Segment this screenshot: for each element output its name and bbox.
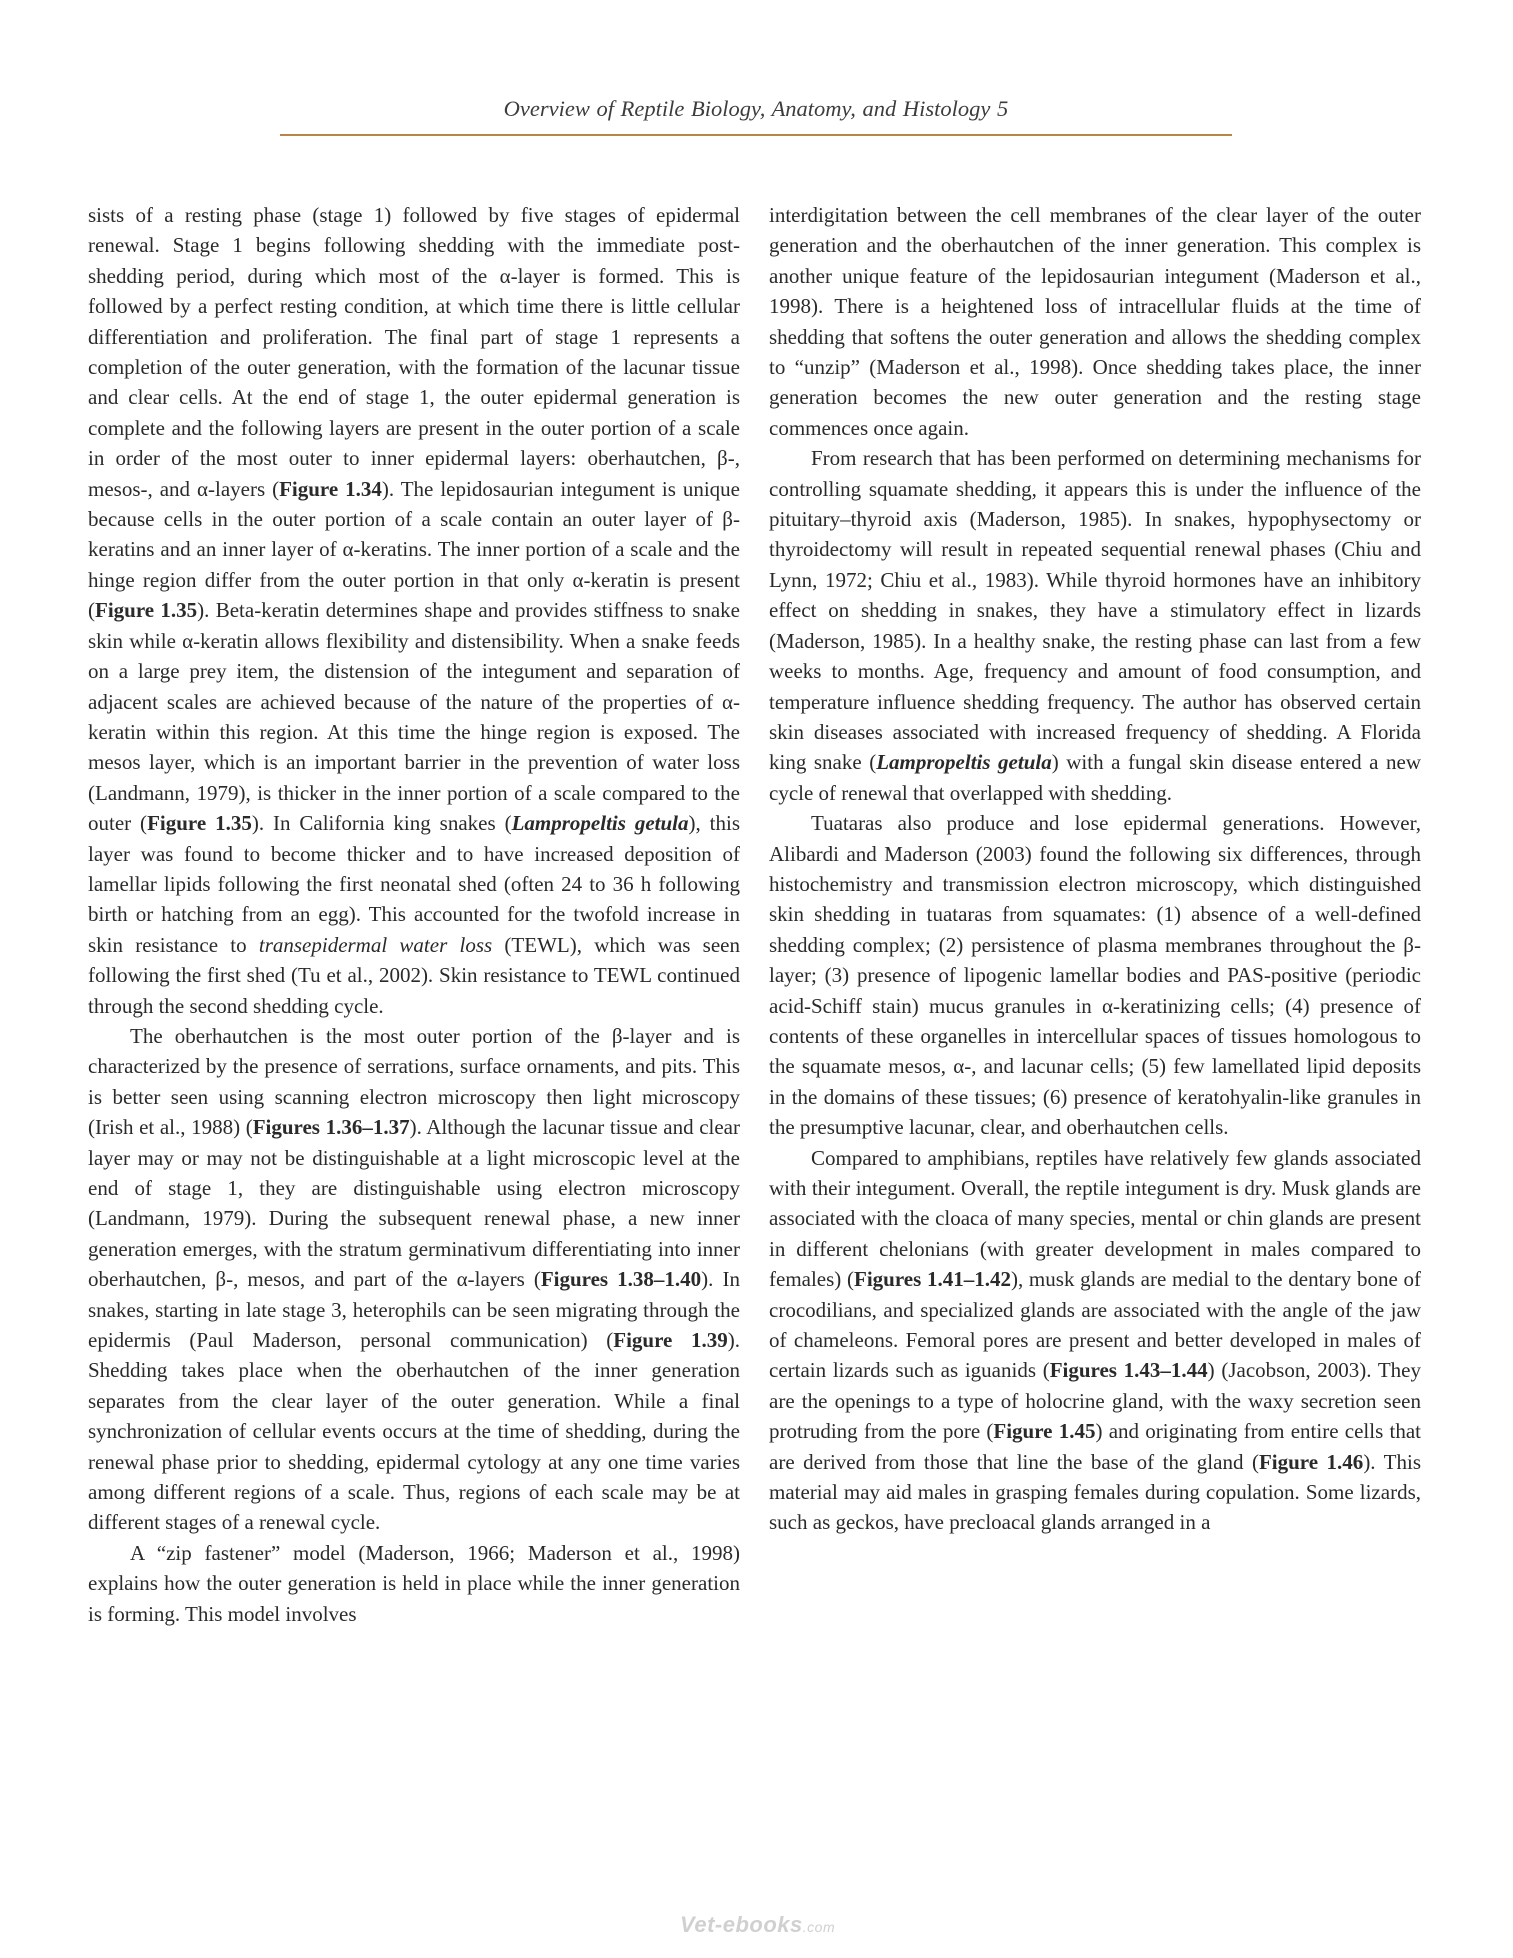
figure-reference: Figure 1.35 [95,598,198,623]
figure-reference: Figure 1.45 [993,1419,1096,1444]
right-paragraph-2: From research that has been performed on determining mechanisms for controlling squamate shedding, it appears this is under the influence of the pituitary–thyroid axis (Maderson, 1985). In snakes, hypophysectomy or thyroidectomy will result in repeated sequential renewal phases (Chiu and Lynn, 1972; Chiu et al., 1983). While thyroid hormones have an inhibitory effect on shedding in snakes, they have a stimulatory effect in lizards (Maderson, 1985). In a healthy snake, the resting phase can last from a few weeks to months. Age, frequency and amount of food consumption, and temperature influence shedding frequency. The author has observed certain skin diseases associated with increased frequency of shedding. A Florida king snake (Lampropeltis getula) with a fungal skin disease entered a new cycle of renewal that overlapped with shedding. [769,446,1421,805]
right-paragraph-1: interdigitation between the cell membranes of the clear layer of the outer generation and the oberhautchen of the inner generation. This complex is another unique feature of the lepidosaurian integument (Maderson et al., 1998). There is a heightened loss of intracellular fluids at the time of shedding that softens the outer generation and allows the shedding complex to “unzip” (Maderson et al., 1998). Once shedding takes place, the inner generation becomes the new outer generation and the resting stage commences once again. [769,203,1421,440]
right-paragraph-3: Tuataras also produce and lose epidermal generations. However, Alibardi and Maderson (2003) found the following six differences, through histochemistry and transmission electron microscopy, which distinguished skin shedding in tuataras from squamates: (1) absence of a well-defined shedding complex; (2) persistence of plasma membranes throughout the β-layer; (3) presence of lipogenic lamellar bodies and PAS-positive (periodic acid-Schiff stain) mucus granules in α-keratinizing cells; (4) presence of contents of these organelles in intercellular spaces of tissues homologous to the squamate mesos, α-, and lacunar cells; (5) few lamellated lipid deposits in the domains of these tissues; (6) presence of keratohyalin-like granules in the presumptive lacunar, clear, and oberhautchen cells. [769,811,1421,1140]
figure-reference: Figure 1.35 [147,811,252,836]
species-name: Lampropeltis getula [511,811,689,836]
right-column [769,200,1421,1538]
right-paragraph-4: Compared to amphibians, reptiles have relatively few glands associated with their integument. Overall, the reptile integument is dry. Musk glands are associated with the cloaca of many species, mental or chin glands are present in different chelonians (with greater development in males compared to females) (Figures 1.41–1.42), musk glands are medial to the dentary bone of crocodilians, and specialized glands are associated with the angle of the jaw of chameleons. Femoral pores are present and better developed in males of certain lizards such as iguanids (Figures 1.43–1.44) (Jacobson, 2003). They are the openings to a type of holocrine gland, with the waxy secretion seen protruding from the pore (Figure 1.45) and originating from entire cells that are derived from those that line the base of the gland (Figure 1.46). This material may aid males in grasping females during copulation. Some lizards, such as geckos, have precloacal glands arranged in a [769,1145,1422,1535]
watermark-logo: Vet-ebooks.com [680,1912,836,1937]
figure-reference: Figure 1.39 [613,1328,728,1353]
left-paragraph-1: sists of a resting phase (stage 1) followed by five stages of epidermal renewal. Stage 1 begins following shedding with the immediate post-shedding period, during which most of the α-layer is formed. This is followed by a perfect resting condition, at which time there is little cellular differentiation and proliferation. The final part of stage 1 represents a completion of the outer generation, with the formation of the lacunar tissue and clear cells. At the end of stage 1, the outer epidermal generation is complete and the following layers are present in the outer portion of a scale in order of the most outer to inner epidermal layers: oberhautchen, β-, mesos-, and α-layers (Figure 1.34). The lepidosaurian integument is unique because cells in the outer portion of a scale contain an outer layer of β-keratins and an inner layer of α-keratins. The inner portion of a scale and the hinge region differ from the outer portion in that only α-keratin is present (Figure 1.35). Beta-keratin determines shape and provides stiffness to snake skin while α-keratin allows flexibility and distensibility. When a snake feeds on a large prey item, the distension of the integument and separation of adjacent scales are achieved because of the nature of the properties of α-keratin within this region. At this time the hinge region is exposed. The mesos layer, which is an important barrier in the prevention of water loss (Landmann, 1979), is thicker in the inner portion of a scale compared to the outer (Figure 1.35). In California king snakes (Lampropeltis getula), this layer was found to become thicker and to have increased deposition of lamellar lipids following the first neonatal shed (often 24 to 36 h following birth or hatching from an egg). This accounted for the twofold increase in skin resistance to transepidermal water loss (TEWL), which was seen following the first shed (Tu et al., 2002). Skin resistance to TEWL continued through the second shedding cycle. [88,203,741,1018]
figure-reference: Figures 1.38–1.40 [540,1267,702,1292]
figure-reference: Figures 1.36–1.37 [252,1115,410,1140]
figure-reference: Figures 1.41–1.42 [854,1267,1011,1292]
species-name: Lampropeltis getula [876,750,1052,775]
figure-reference: Figures 1.43–1.44 [1049,1358,1208,1383]
running-head: Overview of Reptile Biology, Anatomy, and Histology 5 [503,96,1009,121]
figure-reference: Figure 1.46 [1258,1449,1364,1474]
left-paragraph-2: The oberhautchen is the most outer portion of the β-layer and is characterized by the presence of serrations, surface ornaments, and pits. This is better seen using scanning electron microscopy then light microscopy (Irish et al., 1988) (Figures 1.36–1.37). Although the lacunar tissue and clear layer may or may not be distinguishable at a light microscopic level at the end of stage 1, they are distinguishable using electron microscopy (Landmann, 1979). During the subsequent renewal phase, a new inner generation emerges, with the stratum germinativum differentiating into inner oberhautchen, β-, mesos, and part of the α-layers (Figures 1.38–1.40). In snakes, starting in late stage 3, heterophils can be seen migrating through the epidermis (Paul Maderson, personal communication) (Figure 1.39). Shedding takes place when the oberhautchen of the inner generation separates from the clear layer of the outer generation. While a final synchronization of cellular events occurs at the time of shedding, during the renewal phase prior to shedding, epidermal cytology at any one time varies among different regions of a scale. Thus, regions of each scale may be at different stages of a renewal cycle. [88,1023,740,1535]
left-column [88,200,740,1629]
figure-reference: Figure 1.34 [279,476,382,501]
italic-term: transepidermal water loss [258,932,493,957]
left-paragraph-3: A “zip fastener” model (Maderson, 1966; Maderson et al., 1998) explains how the outer generation is held in place while the inner generation is forming. This model involves [88,1540,740,1626]
header-rule [280,134,1232,136]
